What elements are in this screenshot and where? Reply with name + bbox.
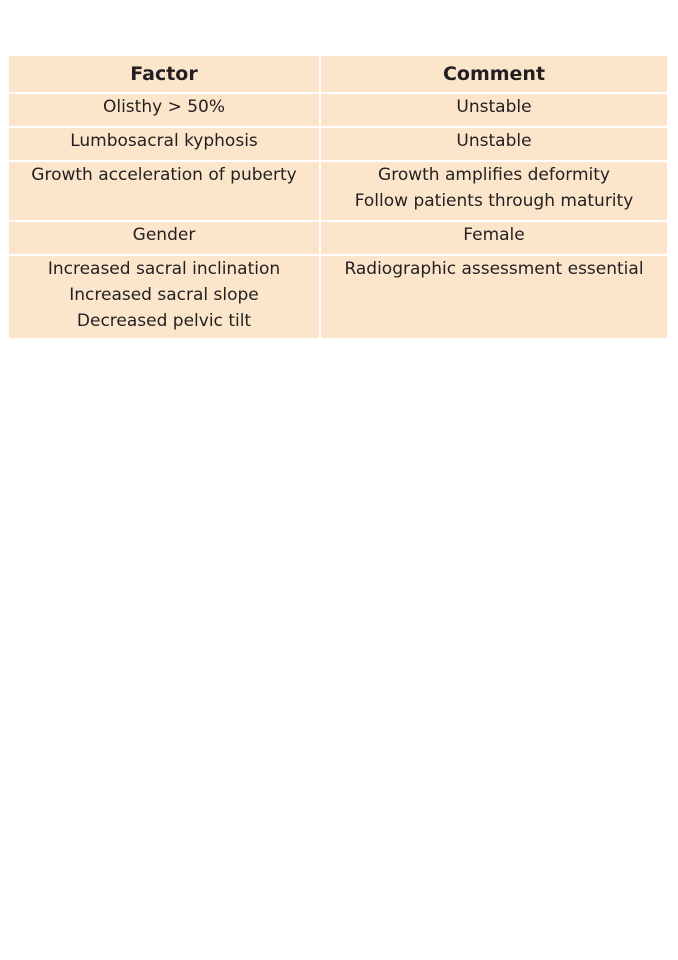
risk-factor-table — [9, 56, 667, 338]
comment-cell — [320, 221, 667, 255]
table-row — [9, 255, 667, 338]
factor-text: Olisthy > 50% — [102, 97, 226, 117]
comment-cell — [320, 93, 667, 127]
factor-cell — [9, 161, 320, 221]
factor-text: Growth acceleration of puberty — [31, 165, 297, 185]
factor-cell — [9, 221, 320, 255]
factor-cell — [9, 255, 320, 338]
comment-cell — [320, 255, 667, 338]
comment-cell — [320, 127, 667, 161]
table-row — [9, 221, 667, 255]
table-row — [9, 93, 667, 127]
comment-cell — [320, 161, 667, 221]
comment-text: Radiographic assessment essential — [344, 259, 644, 279]
factor-text: Lumbosacral kyphosis — [70, 131, 258, 151]
factor-text: Decreased pelvic tilt — [76, 311, 252, 331]
factor-text: Gender — [132, 225, 196, 245]
factor-cell — [9, 127, 320, 161]
factor-text: Increased sacral inclination — [47, 259, 281, 279]
table-row — [9, 161, 667, 221]
comment-text: Growth amplifies deformity — [378, 165, 610, 185]
factor-text: Increased sacral slope — [69, 285, 259, 305]
comment-text: Female — [463, 225, 525, 245]
table-row — [9, 127, 667, 161]
table-header-row — [9, 56, 667, 93]
header-comment: Comment — [320, 56, 667, 93]
comment-text: Unstable — [456, 131, 532, 151]
comment-text: Follow patients through maturity — [354, 191, 634, 211]
header-factor: Factor — [9, 56, 320, 93]
factor-cell — [9, 93, 320, 127]
comment-text: Unstable — [456, 97, 532, 117]
